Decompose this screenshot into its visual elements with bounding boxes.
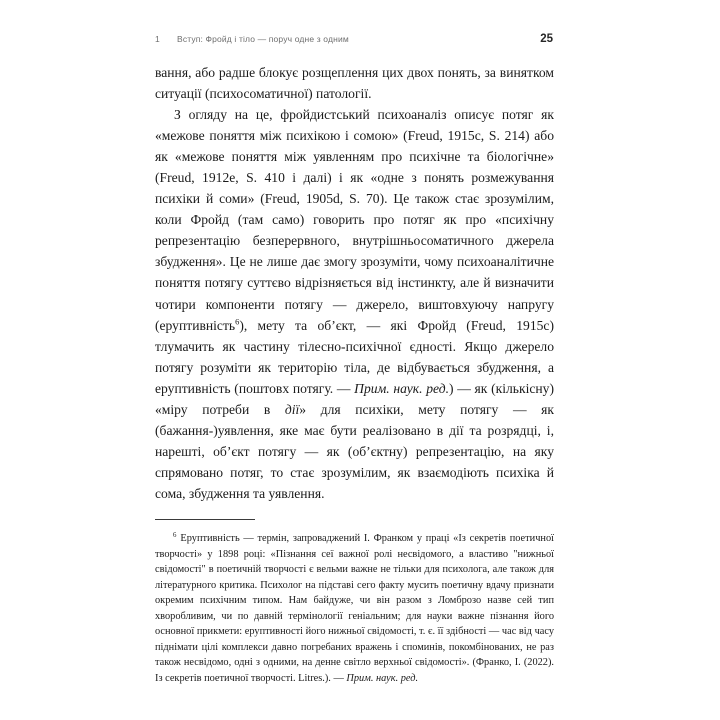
paragraph-continuation: вання, або радше блокує розщеплення цих двох понять, за винятком ситуації (психосоматичної) патології. xyxy=(155,65,554,102)
footnote-area xyxy=(155,531,554,686)
body-text xyxy=(155,62,554,504)
footnote-item xyxy=(155,531,554,686)
paragraph-main-part-2: ), мету та об’єкт, — які Фройд (Freud, 1915c) тлумачить як частину тілесно-психічної єдності. Якщо джерело потягу розуміти як територію тіла, де відбувається збудження, а еруптивність (поштовх потягу. — xyxy=(155,317,554,396)
footnote-reference-marker[interactable]: 6 xyxy=(235,316,240,327)
running-head-title: Вступ: Фройд і тіло — поруч одне з одним xyxy=(177,34,349,44)
footnote-text: Еруптивність — термін, запроваджений І. Франком у праці «Із секретів поетичної творчості» у 1898 році: «Пізнання сеї важної ролі несвідомого, а властиво "нижньої свідомості" в поетичній творчості є вельми важне не тільки для психолога, але також для літературного критика. Психолог на підставі сего факту мусить поетичну вдачу признати окремим психічним типом. Нам байдуже, чи він разом з Ломброзо назве сей тип хворобливим, чи по давній термінології геніальним; для науки важне пізнання його основної прикмети: еруптивності його нижньої свідомості, т. є. її здібності — час від часу піднімати цілі комплекси давно погребаних вражень і споминів, покомбінованих, не раз також несвідомо, одні з одними, на денне світло верхньої свідомості». (Франко, І. (2022). Із секретів поетичної творчості. Litres.). — xyxy=(155,533,554,684)
page-number: 25 xyxy=(540,33,553,45)
running-head xyxy=(155,33,553,51)
footnote-number: 6 xyxy=(173,531,177,539)
paragraph-main-part-3: ) — як (кількісну) «міру потреби в xyxy=(155,380,555,417)
editors-note-inline-1: Прим. наук. ред. xyxy=(354,380,449,396)
footnote-editors-note: Прим. наук. ред. xyxy=(346,672,419,684)
emphasis-diyi: дії xyxy=(284,401,300,417)
paragraph-main-part-1: З огляду на це, фройдистський психоаналіз описує потяг як «межове поняття між психікою і сомою» (Freud, 1915c, S. 214) або як «межове поняття між уявленням про психічне та біологічне» (Freud, 1912e, S. 410 і далі) і як «одне з понять розмежування психіки й соми» (Freud, 1905d, S. 70). Це також стає зрозумілим, коли Фройд (там само) говорить про потяг як про «психічну репрезентацію безперервного, внутрішньосоматичного джерела збудження». Це не лише дає змогу зрозуміти, чому психоаналітичне поняття потягу суттєво відрізняється від інстинкту, але й визначити чотири компоненти потягу — джерело, виштовхуючу напругу (еруптивність xyxy=(155,107,554,333)
running-head-chapter-number: 1 xyxy=(155,34,160,44)
paragraph-main xyxy=(155,104,554,504)
paragraph-main-part-4: » для психіки, мету потягу — як (бажання-)уявлення, яке має бути реалізовано в дії та розрядці, і, нарешті, об’єкт потягу — як (об’єктну) репрезентацію, на яку спрямовано потяг, то стає зрозумілим, як взаємодіють психіка й сома, збудження та уявлення. xyxy=(155,401,554,501)
footnote-separator-rule xyxy=(155,519,255,520)
